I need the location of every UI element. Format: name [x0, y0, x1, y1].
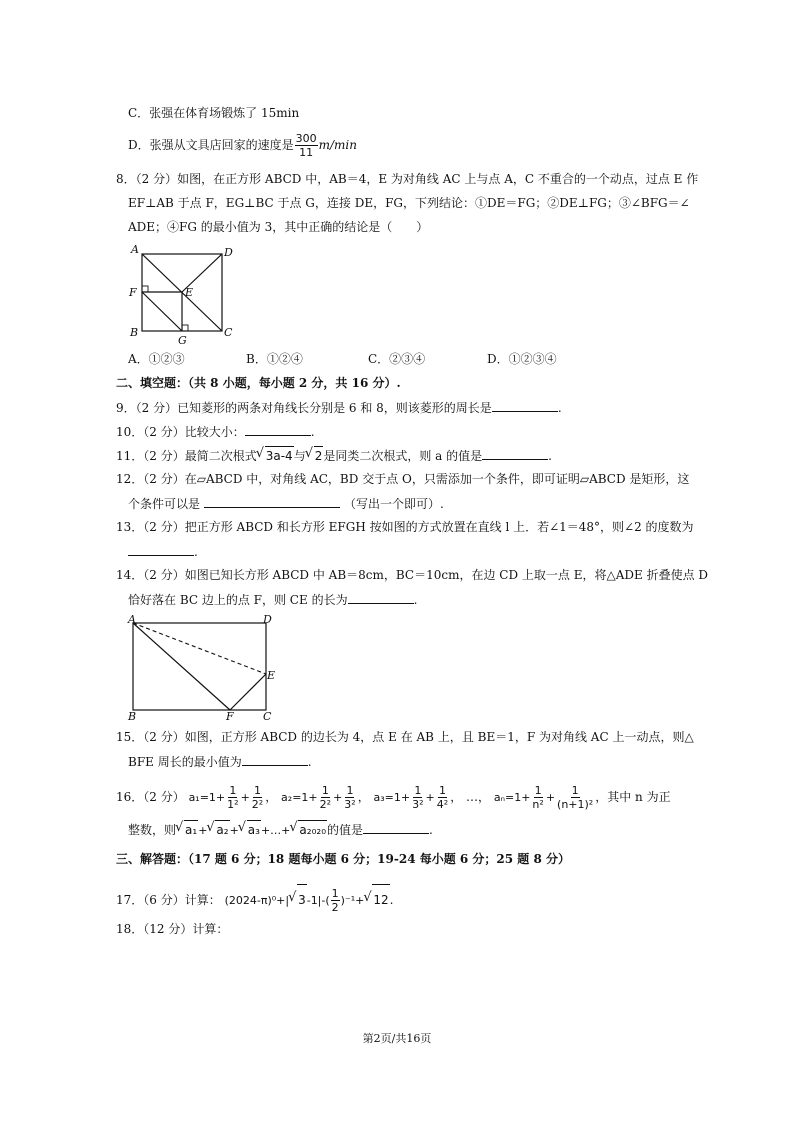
fraction-denominator: 4²: [436, 798, 449, 811]
fraction-denominator: n²: [532, 798, 544, 811]
q15-answer-blank[interactable]: [242, 752, 308, 766]
label-d: D: [224, 246, 233, 259]
fraction-denominator: 3²: [344, 798, 356, 811]
label-a: A: [128, 613, 136, 626]
label-b: B: [128, 710, 137, 723]
right-angle-mark-g: [182, 325, 188, 331]
q14-text: 恰好落在 BC 边上的点 F，则 CE 的长为: [128, 593, 348, 607]
q12-line-1: 12．（2 分）在▱ABCD 中，对角线 AC，BD 交于点 O，只需添加一个条件，即可证明▱ABCD 是矩形，这: [116, 472, 690, 486]
q15-line-1: 15．（2 分）如图，正方形 ABCD 的边长为 4，点 E 在 AB 上，且 BE＝1，F 为对角线 AC 上一动点，则△: [116, 730, 694, 744]
q8-square-figure: [122, 240, 242, 346]
q16-a3-label: a₃=1+: [373, 791, 411, 804]
q16-a1-fraction-1: [226, 784, 239, 811]
q16-sqrt-a2020: √ a₂₀₂₀: [298, 820, 327, 839]
q8-option-c: C．②③④: [368, 352, 426, 366]
q9: 9．（2 分）已知菱形的两条对角线长分别是 6 和 8，则该菱形的周长是 .: [116, 398, 562, 417]
q16-a1-label: a₁=1+: [188, 791, 226, 804]
q16-line-1: 16．（2 分） a₁=1+ $\frac{1}{\text{1²}}$ + $\frac{1}{\text{2²}}$ ， a₂=1+ $\frac{1}{\text{2²}}$ + $\frac{1}{\text{3²}}$ ， a₃=1+ $\frac{1}{\text{3²}}$ + $\frac{1}{\text{4²}}$ ， …， aₙ=1+ $\frac{1}{\text{n²}}$ + $\frac{1}{\text{(n+1)²}}$ ，其中 n 为正: [116, 784, 671, 811]
q16-line2-suffix: 的值是: [327, 823, 364, 837]
label-e: E: [267, 669, 276, 682]
q16-a3-fraction-2: [436, 784, 449, 811]
q16-sqrt-a1: √ a₁: [184, 820, 198, 839]
fraction-numerator: 1: [346, 784, 354, 797]
page-footer: 第2页/共16页: [362, 1032, 432, 1045]
fold-line-ae: [133, 623, 266, 674]
q16-an-label: aₙ=1+: [493, 791, 531, 804]
fraction-denominator: 2²: [319, 798, 332, 811]
fraction-numerator: 1: [534, 784, 542, 797]
q16-answer-blank[interactable]: [363, 820, 429, 834]
q15-line-2: BFE 周长的最小值为 .: [128, 752, 312, 771]
label-f: F: [129, 286, 137, 299]
q16-ellipsis: …，: [466, 790, 491, 804]
q7-option-d-fraction: [295, 132, 318, 159]
section-3-heading: 三、解答题：（17 题 6 分；18 题每小题 6 分；19-24 每小题 6 分；25 题 8 分）: [116, 852, 571, 866]
segment-fe: [230, 674, 266, 710]
q10-text: 10．（2 分）比较大小：: [116, 425, 245, 439]
q12-answer-blank[interactable]: [204, 494, 340, 508]
fraction-numerator: 1: [254, 784, 261, 797]
q10: 10．（2 分）比较大小： .: [116, 422, 315, 441]
q12-text-post: （写出一个即可）.: [344, 497, 444, 511]
q8-option-a: A．①②③: [128, 352, 185, 366]
label-c: C: [263, 710, 272, 723]
q11-radical-2: √ 2: [314, 446, 324, 465]
segment-af: [133, 623, 230, 710]
q17: [116, 884, 394, 916]
q8-line-1: 8．（2 分）如图，在正方形 ABCD 中，AB＝4，E 为对角线 AC 上与点 A，C 不重合的一个动点，过点 E 作: [116, 172, 699, 186]
q11: 11．（2 分）最简二次根式√ 3a-4与√ 2是同类二次根式，则 a 的值是 .: [116, 446, 552, 465]
q11-text-mid: 与: [293, 449, 306, 463]
q11-answer-blank[interactable]: [482, 446, 548, 460]
fraction-denominator: (n+1)²: [557, 798, 594, 811]
label-a: A: [131, 243, 139, 256]
label-e: E: [185, 286, 194, 299]
q16-line-2: 整数，则√ a₁+√ a₂+√ a₃+…+√ a₂₀₂₀的值是 .: [128, 820, 433, 840]
segment-fg: [142, 292, 182, 331]
q17-end: .: [389, 893, 394, 907]
q16-an-fraction-1: [531, 784, 544, 811]
q16-a1-fraction-2: [251, 784, 264, 811]
q16-suffix: ，其中 n 为正: [595, 790, 671, 804]
fraction-denominator: 3²: [412, 798, 424, 811]
q16-sqrt-a3: √ a₃: [247, 820, 261, 839]
label-g: G: [178, 334, 187, 346]
q17-radical-1: √ 3: [297, 884, 307, 915]
q14-answer-blank[interactable]: [348, 590, 414, 604]
fraction-numerator: 1: [229, 784, 237, 797]
q16-a2-fraction-1: [319, 784, 332, 811]
q16-plus-ellipsis: +…+: [260, 824, 291, 837]
q9-answer-blank[interactable]: [492, 398, 558, 412]
q9-text: 9．（2 分）已知菱形的两条对角线长分别是 6 和 8，则该菱形的周长是: [116, 401, 492, 415]
label-d: D: [263, 613, 272, 626]
label-f: F: [226, 710, 234, 723]
fraction-numerator: 1: [571, 784, 579, 797]
q11-text-pre: 11．（2 分）最简二次根式: [116, 449, 257, 463]
fraction-numerator: 1: [321, 784, 329, 797]
q16-plus: +: [198, 824, 208, 837]
q8-option-d: D．①②③④: [487, 352, 557, 366]
q8-option-b: B．①②④: [246, 352, 303, 366]
q7-option-d-unit: m/min: [318, 138, 357, 152]
right-angle-mark-f: [142, 286, 148, 292]
q13-line-1: 13．（2 分）把正方形 ABCD 和长方形 EFGH 按如图的方式放置在直线 l 上．若∠1＝48°，则∠2 的度数为: [116, 520, 694, 534]
label-c: C: [224, 326, 233, 339]
fraction-numerator: 300: [295, 132, 317, 145]
q14-line-2: 恰好落在 BC 边上的点 F，则 CE 的长为 .: [128, 590, 417, 609]
fraction-denominator: 11: [299, 146, 314, 159]
q17-radical-2: √ 12: [372, 884, 389, 915]
q16-a2-fraction-2: [343, 784, 356, 811]
fraction-numerator: 1: [438, 784, 446, 797]
fraction-denominator: 2²: [251, 798, 264, 811]
q14-line-1: 14．（2 分）如图已知长方形 ABCD 中 AB＝8cm，BC＝10cm，在边 CD 上取一点 E，将△ADE 折叠使点 D: [116, 568, 709, 582]
q17-prefix: 17．（6 分）计算：: [116, 893, 221, 907]
q17-expr-part-2: -1|-(: [306, 894, 330, 907]
q12-line-2: [128, 494, 444, 513]
q16-a2-label: a₂=1+: [281, 791, 318, 804]
q8-line-3: ADE；④FG 的最小值为 3，其中正确的结论是（ ）: [128, 220, 429, 234]
q12-text-pre: 个条件可以是: [128, 497, 201, 511]
fraction-denominator: 1²: [227, 798, 239, 811]
q17-fraction: [331, 887, 340, 914]
q14-rectangle-figure: [122, 612, 282, 724]
q11-radical-1: √ 3a-4: [265, 446, 294, 465]
label-b: B: [130, 326, 139, 339]
fraction-numerator: 1: [331, 887, 339, 900]
q11-text-post: 是同类二次根式，则 a 的值是: [323, 449, 483, 463]
section-2-heading: 二、填空题：（共 8 小题，每小题 2 分，共 16 分）.: [116, 376, 401, 390]
q16-line2-prefix: 整数，则: [128, 823, 177, 837]
q16-plus: +: [229, 824, 239, 837]
q16-sqrt-a2: √ a₂: [215, 820, 229, 839]
q7-option-c: C．张强在体育场锻炼了 15min: [128, 106, 300, 120]
q7-option-d: [128, 132, 357, 159]
q17-expr-part-1: (2024-π)⁰+|: [224, 894, 290, 907]
fraction-numerator: 1: [414, 784, 422, 797]
q16-a3-fraction-1: [411, 784, 424, 811]
q17-expr-part-3: )⁻¹+: [340, 894, 365, 907]
q18: 18．（12 分）计算：: [116, 922, 229, 936]
q15-text: BFE 周长的最小值为: [128, 755, 242, 769]
q16-an-fraction-2: [556, 784, 594, 811]
q10-answer-blank[interactable]: [245, 422, 311, 436]
fraction-denominator: 2: [331, 901, 339, 914]
q13-line-2: .: [128, 542, 198, 561]
q13-answer-blank[interactable]: [128, 542, 194, 556]
q7-option-d-text: D．张强从文具店回家的速度是: [128, 138, 294, 152]
q16-prefix: 16．（2 分）: [116, 790, 185, 804]
q8-line-2: EF⊥AB 于点 F，EG⊥BC 于点 G，连接 DE，FG，下列结论：①DE＝FG；②DE⊥FG；③∠BFG＝∠: [128, 196, 690, 210]
